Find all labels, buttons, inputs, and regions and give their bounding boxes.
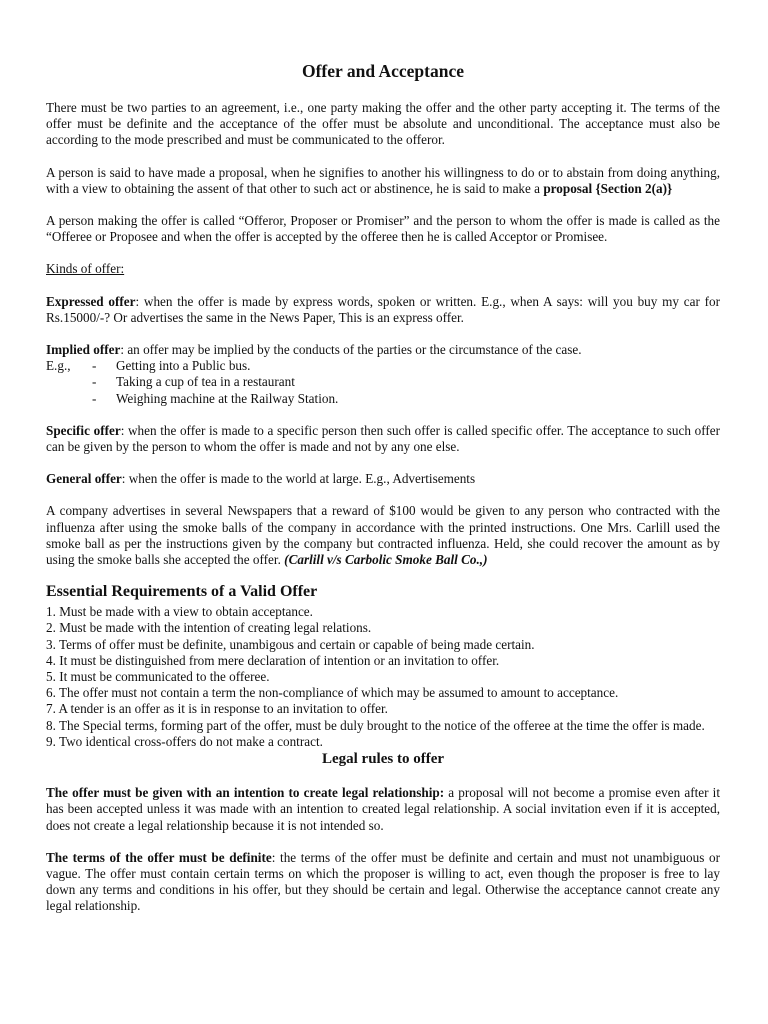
list-item: 3. Terms of offer must be definite, unambigous and certain or capable of being made certain. <box>46 636 535 652</box>
general-offer-text: : when the offer is made to the world at large. E.g., Advertisements <box>121 471 476 487</box>
proposal-paragraph <box>46 165 720 197</box>
eg-label: E.g., <box>46 358 71 374</box>
example-line-3 <box>46 391 720 407</box>
specific-offer-term: Specific offer <box>46 422 121 438</box>
specific-offer-paragraph <box>46 423 720 455</box>
list-item: 5. It must be communicated to the offeree. <box>46 669 270 685</box>
carlill-text: A company advertises in several Newspapers that a reward of $100 would be given to any person who contracted with the influenza after using the smoke balls of the company in accordance with the printed instructions. One Mrs. Carlill used the smoke ball as per the instructions given by the company but contracted influenza. Held, she could recover the amount as by using the smoke balls she accepted the offer. <box>46 503 720 568</box>
list-item: 9. Two identical cross-offers do not make a contract. <box>46 733 323 749</box>
example-line-2 <box>46 374 720 390</box>
rule-definite-term: The terms of the offer must be definite <box>46 849 272 865</box>
rule-intention-paragraph <box>46 785 720 834</box>
general-offer-paragraph <box>46 471 720 487</box>
kinds-heading <box>46 261 720 277</box>
example-item: Weighing machine at the Railway Station. <box>116 390 339 406</box>
example-item: Taking a cup of tea in a restaurant <box>116 374 295 390</box>
list-item: 8. The Special terms, forming part of the offer, must be duly brought to the notice of the offeree at the time the offer is made. <box>46 717 705 733</box>
legal-rules-heading: Legal rules to offer <box>321 751 445 768</box>
proposal-text: A person is said to have made a proposal, when he signifies to another his willingness to do or to abstain from doing anything, with a view to obtaining the assent of that other to such act or abstinence, he is said to make a <box>46 164 720 196</box>
rule-intention-text: a proposal will not become a promise even after it has been accepted unless it was made with an intention to created legal relationship. A social invitation even if it is accepted, does not create a legal relationship because it is not intended so. <box>46 785 720 833</box>
expressed-offer-term: Expressed offer <box>46 293 136 309</box>
expressed-offer-paragraph <box>46 294 720 326</box>
kinds-heading-text: Kinds of offer: <box>46 261 125 277</box>
rule-intention-term: The offer must be given with an intention to create legal relationship: <box>46 785 445 801</box>
example-line-1 <box>46 358 720 374</box>
carlill-paragraph <box>46 503 720 568</box>
rule-definite-text: : the terms of the offer must be definite and certain and must not unambiguous or vague. The offer must contain certain terms on which the proposer is willing to act, even though the proposer is free to lay down any terms and conditions in his offer, but they should be certain and legal. Otherwise the acceptance cannot create any legal relationship. <box>46 849 720 914</box>
expressed-offer-text: : when the offer is made by express words, spoken or written. E.g., when A says: will you buy my car for Rs.15000/-? Or advertises the same in the News Paper, This is an express offer. <box>46 293 720 325</box>
offeror-paragraph: A person making the offer is called “Offeror, Proposer or Promiser” and the person to whom the offer is made is called as the “Offeree or Proposee and when the offer is accepted by the offeree then he is called Acceptor or Promisee. <box>46 213 720 245</box>
requirements-list <box>46 604 720 750</box>
rule-definite-paragraph <box>46 850 720 915</box>
list-item: 6. The offer must not contain a term the non-compliance of which may be assumed to amount to acceptance. <box>46 685 619 701</box>
dash-bullet: - <box>92 374 97 390</box>
list-item: 2. Must be made with the intention of creating legal relations. <box>46 620 372 636</box>
carlill-citation: (Carlill v/s Carbolic Smoke Ball Co.,) <box>284 552 488 568</box>
requirements-heading: Essential Requirements of a Valid Offer <box>46 583 318 601</box>
list-item: 7. A tender is an offer as it is in response to an invitation to offer. <box>46 701 388 717</box>
example-item: Getting into a Public bus. <box>116 358 251 374</box>
implied-offer-term: Implied offer <box>46 342 121 358</box>
dash-bullet: - <box>92 358 97 374</box>
document-page <box>46 60 720 931</box>
specific-offer-text: : when the offer is made to a specific person then such offer is called specific offer. The acceptance to such offer can be given by the person to whom the offer is made and not by any one else. <box>46 422 721 455</box>
proposal-section-ref: proposal {Section 2(a)} <box>543 180 673 196</box>
implied-offer-text: : an offer may be implied by the conducts of the parties or the circumstance of the case. <box>120 342 582 358</box>
dash-bullet: - <box>92 390 97 406</box>
page-title: Offer and Acceptance <box>301 61 464 81</box>
list-item: 4. It must be distinguished from mere declaration of intention or an invitation to offer. <box>46 652 500 668</box>
implied-offer-block <box>46 342 720 407</box>
general-offer-term: General offer <box>46 471 122 487</box>
intro-paragraph: There must be two parties to an agreement, i.e., one party making the offer and the other party accepting it. The terms of the offer must be definite and the acceptance of the offer must be absolute and unconditional. The acceptance must also be according to the mode prescribed and must be communicated to the offeror. <box>46 100 720 148</box>
list-item: 1. Must be made with a view to obtain acceptance. <box>46 604 313 620</box>
implied-offer-paragraph <box>46 342 720 358</box>
